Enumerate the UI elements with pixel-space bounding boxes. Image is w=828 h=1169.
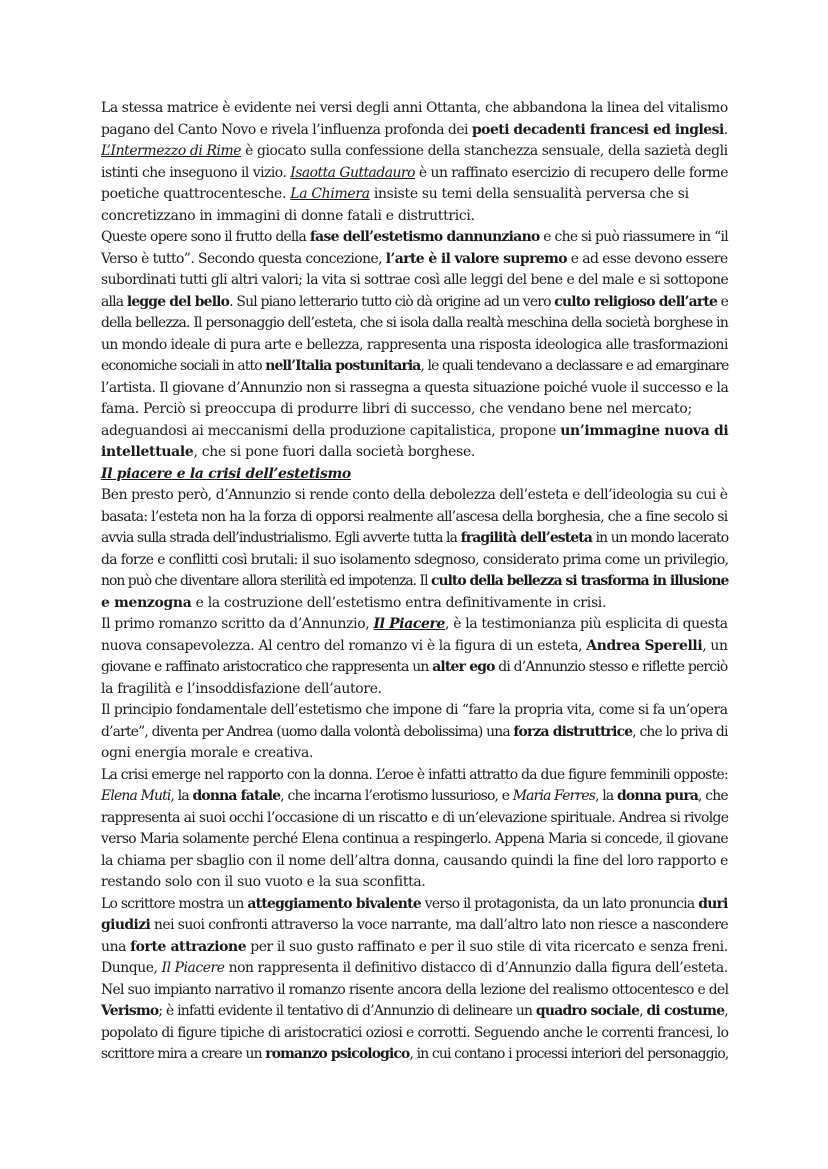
text-segment: pagano del Canto Novo e rivela l’influenza profonda dei xyxy=(101,121,472,138)
text-segment: giovane e raffinato aristocratico che rappresenta un xyxy=(101,659,433,675)
text-segment: , che si pone fuori dalla società borghese. xyxy=(193,444,476,460)
emphasis-text: Andrea Sperelli xyxy=(586,637,703,654)
emphasis-text: Il Piacere xyxy=(373,616,446,632)
text-segment: , la xyxy=(170,788,193,804)
text-segment: avvia sulla strada dell’industrialismo. Egli avverte tutta la xyxy=(101,530,461,546)
text-segment: nuova consapevolezza. Al centro del romanzo vi è la figura di un esteta, xyxy=(101,637,587,654)
text-line xyxy=(101,270,728,292)
text-segment: popolato di figure tipiche di aristocratici oziosi e corrotti. Seguendo anche le correnti francesi, lo xyxy=(101,1024,729,1041)
text-line xyxy=(101,485,728,507)
text-line xyxy=(101,421,728,443)
text-line xyxy=(101,98,728,120)
text-segment: la fragilità e l’insoddisfazione dell’autore. xyxy=(101,680,382,697)
text-segment: . Sul piano letterario tutto ciò dà origine ad un vero xyxy=(229,293,555,310)
emphasis-text: intellettuale xyxy=(101,444,194,460)
text-line xyxy=(101,335,728,357)
text-segment: , che lo priva di xyxy=(632,723,728,740)
emphasis-text: alter ego xyxy=(432,659,495,675)
emphasis-text: culto religioso dell’arte xyxy=(554,293,718,310)
text-segment: Ben presto però, d’Annunzio si rende conto della debolezza dell’esteta e dell’ideologia su cui è xyxy=(101,487,728,503)
section-heading xyxy=(101,464,728,486)
emphasis-text: poeti decadenti francesi ed inglesi xyxy=(471,121,724,138)
text-line xyxy=(101,141,728,163)
text-segment: fama. Perciò si preoccupa di produrre libri di successo, che vendano bene nel mercato; xyxy=(101,401,692,417)
text-line xyxy=(101,1001,728,1023)
emphasis-text: Verismo xyxy=(101,1003,159,1019)
text-line xyxy=(101,872,728,894)
emphasis-text: donna fatale xyxy=(192,788,281,804)
text-segment: non rappresenta il definitivo distacco di d’Annunzio dalla figura dell’esteta. xyxy=(224,960,728,976)
emphasis-text: forte attrazione xyxy=(130,938,247,955)
text-line xyxy=(101,915,728,937)
text-segment: , un xyxy=(702,637,728,654)
emphasis-text: Il Piacere xyxy=(161,960,225,976)
text-line xyxy=(101,700,728,722)
emphasis-text: duri xyxy=(698,895,728,912)
emphasis-text: nell’Italia postunitaria xyxy=(265,358,421,374)
text-segment: è giocato sulla confessione della stanchezza sensuale, della sazietà degli xyxy=(241,143,728,159)
emphasis-text: La Chimera xyxy=(290,186,370,202)
text-segment: di d’Annunzio stesso e riflette perciò xyxy=(494,659,728,675)
text-line xyxy=(101,937,728,959)
emphasis-text: Il piacere e la crisi dell’estetismo xyxy=(101,465,351,482)
text-line xyxy=(101,163,728,185)
text-segment: un mondo ideale di pura arte e bellezza, rappresenta una risposta ideologica alle trasformazioni xyxy=(101,336,728,353)
text-segment: Nel suo impianto narrativo il romanzo risente ancora della lezione del realismo ottocentesco e del xyxy=(101,981,729,998)
text-line xyxy=(101,184,728,206)
text-line xyxy=(101,120,728,142)
text-line xyxy=(101,313,728,335)
text-line xyxy=(101,206,728,228)
text-segment: , è la testimonianza più esplicita di questa xyxy=(445,616,728,632)
text-line xyxy=(101,829,728,851)
text-line xyxy=(101,507,728,529)
emphasis-text: Maria Ferres xyxy=(512,788,596,804)
text-segment: insiste su temi della sensualità perversa che si xyxy=(369,186,689,202)
text-line xyxy=(101,399,728,421)
text-segment: da forze e conflitti così brutali: il suo isolamento sdegnoso, considerato prima come un privilegio, xyxy=(101,551,729,568)
emphasis-text: quadro sociale xyxy=(535,1003,640,1019)
emphasis-text: e menzogna xyxy=(101,594,192,611)
text-line xyxy=(101,292,728,314)
text-line xyxy=(101,227,728,249)
text-segment: , che xyxy=(698,788,728,804)
text-segment: concretizzano in immagini di donne fatali e distruttrici. xyxy=(101,207,475,224)
emphasis-text: forza distruttrice xyxy=(513,723,633,740)
text-line xyxy=(101,743,728,765)
text-line xyxy=(101,980,728,1002)
text-line xyxy=(101,249,728,271)
text-segment: La crisi emerge nel rapporto con la donna. L’eroe è infatti attratto da due figure femminili opposte: xyxy=(101,766,728,783)
emphasis-text: fragilità dell’esteta xyxy=(460,530,593,546)
text-segment: Queste opere sono il frutto della xyxy=(101,229,310,245)
text-line xyxy=(101,786,728,808)
emphasis-text: giudizi xyxy=(101,917,151,933)
text-segment: adeguandosi ai meccanismi della produzione capitalistica, propone xyxy=(101,422,561,439)
text-segment: una xyxy=(101,938,131,955)
text-segment: istinti che inseguono il vizio. xyxy=(101,164,291,181)
text-segment: e la costruzione dell’estetismo entra definitivamente in crisi. xyxy=(191,594,607,611)
text-segment: Il primo romanzo scritto da d’Annunzio, xyxy=(101,616,374,632)
text-line xyxy=(101,657,728,679)
text-line xyxy=(101,593,728,615)
text-line xyxy=(101,528,728,550)
emphasis-text: donna pura xyxy=(616,788,699,804)
text-segment: verso il protagonista, da un lato pronuncia xyxy=(421,895,699,912)
text-line xyxy=(101,1023,728,1045)
emphasis-text: Elena Muti xyxy=(101,788,171,804)
text-line xyxy=(101,571,728,593)
emphasis-text: legge del bello xyxy=(126,293,230,310)
text-line xyxy=(101,894,728,916)
text-segment: d’arte”, diventa per Andrea (uomo dalla volontà debolissima) una xyxy=(101,723,514,740)
text-segment: subordinati tutti gli altri valori; la vita si sottrae così alle leggi del bene e del male e si sottopone xyxy=(101,272,729,288)
text-line xyxy=(101,614,728,636)
text-segment: e ad esse devono essere xyxy=(566,250,728,267)
text-segment: nei suoi confronti attraverso la voce narrante, ma dall’altro lato non riesce a nascondere xyxy=(150,917,729,933)
text-segment: , le quali tendevano a declassare e ad emarginare xyxy=(420,358,729,374)
text-segment: della bellezza. Il personaggio dell’esteta, che si isola dalla realtà meschina della società borghese in xyxy=(101,315,729,331)
text-segment: per il suo gusto raffinato e per il suo stile di vita ricercato e senza freni. xyxy=(246,938,728,955)
emphasis-text: l’arte è il valore supremo xyxy=(385,250,567,267)
text-segment: , xyxy=(724,1003,728,1019)
emphasis-text: Isaotta Guttadauro xyxy=(290,164,415,181)
text-line xyxy=(101,722,728,744)
text-segment: e che si può riassumere in “il xyxy=(539,229,728,245)
emphasis-text: fase dell’estetismo dannunziano xyxy=(309,229,540,245)
text-segment: , la xyxy=(595,788,617,804)
emphasis-text: L’Intermezzo di Rime xyxy=(101,143,242,159)
text-segment: ; è infatti evidente il tentativo di d’Annunzio di delineare un xyxy=(158,1003,536,1019)
text-line xyxy=(101,958,728,980)
text-segment: alla xyxy=(101,293,127,310)
text-segment: Il principio fondamentale dell’estetismo che impone di “fare la propria vita, come si fa un’opera xyxy=(101,702,728,718)
text-segment: . xyxy=(723,121,728,138)
text-line xyxy=(101,765,728,787)
text-segment: la chiama per sbaglio con il nome dell’altra donna, causando quindi la fine del loro rapporto e xyxy=(101,852,728,869)
text-segment: rappresenta ai suoi occhi l’occasione di un riscatto e di un’elevazione spirituale. Andrea si rivolge xyxy=(101,809,729,826)
text-line xyxy=(101,851,728,873)
text-segment: , che incarna l’erotismo lussurioso, e xyxy=(280,788,513,804)
text-line xyxy=(101,679,728,701)
text-segment: , in cui contano i processi interiori del personaggio, xyxy=(409,1046,729,1062)
text-segment: è un raffinato esercizio di recupero delle forme xyxy=(414,164,728,181)
emphasis-text: un’immagine nuova di xyxy=(560,422,729,439)
text-line xyxy=(101,378,728,400)
text-line xyxy=(101,442,728,464)
text-line xyxy=(101,808,728,830)
emphasis-text: atteggiamento bivalente xyxy=(247,895,422,912)
text-line xyxy=(101,1044,728,1066)
text-line xyxy=(101,356,728,378)
text-segment: verso Maria solamente perché Elena continua a respingerlo. Appena Maria si concede, il giovane xyxy=(101,831,728,847)
text-segment: basata: l’esteta non ha la forza di opporsi realmente all’ascesa della borghesia, che a fine secolo si xyxy=(101,508,728,525)
text-segment: economiche sociali in atto xyxy=(101,358,266,374)
text-segment: , xyxy=(639,1003,647,1019)
text-segment: in un mondo lacerato xyxy=(592,530,729,546)
text-segment: Lo scrittore mostra un xyxy=(101,895,248,912)
emphasis-text: culto della bellezza si trasforma in illusione xyxy=(431,573,729,589)
text-segment: non può che diventare allora sterilità ed impotenza. Il xyxy=(101,573,431,589)
text-segment: scrittore mira a creare un xyxy=(101,1046,266,1062)
text-segment: e xyxy=(717,293,729,310)
emphasis-text: romanzo psicologico xyxy=(265,1046,410,1062)
text-segment: restando solo con il suo vuoto e la sua sconfitta. xyxy=(101,874,426,890)
text-line xyxy=(101,550,728,572)
text-segment: l’artista. Il giovane d’Annunzio non si rassegna a questa situazione poiché vuole il successo e la xyxy=(101,379,729,396)
text-segment: La stessa matrice è evidente nei versi degli anni Ottanta, che abbandona la linea del vitalismo xyxy=(101,100,728,116)
text-segment: poetiche quattrocentesche. xyxy=(101,186,291,202)
text-segment: Verso è tutto”. Secondo questa concezione, xyxy=(101,250,386,267)
text-segment: Dunque, xyxy=(101,960,162,976)
emphasis-text: di costume xyxy=(646,1003,725,1019)
text-line xyxy=(101,636,728,658)
text-segment: ogni energia morale e creativa. xyxy=(101,745,314,761)
